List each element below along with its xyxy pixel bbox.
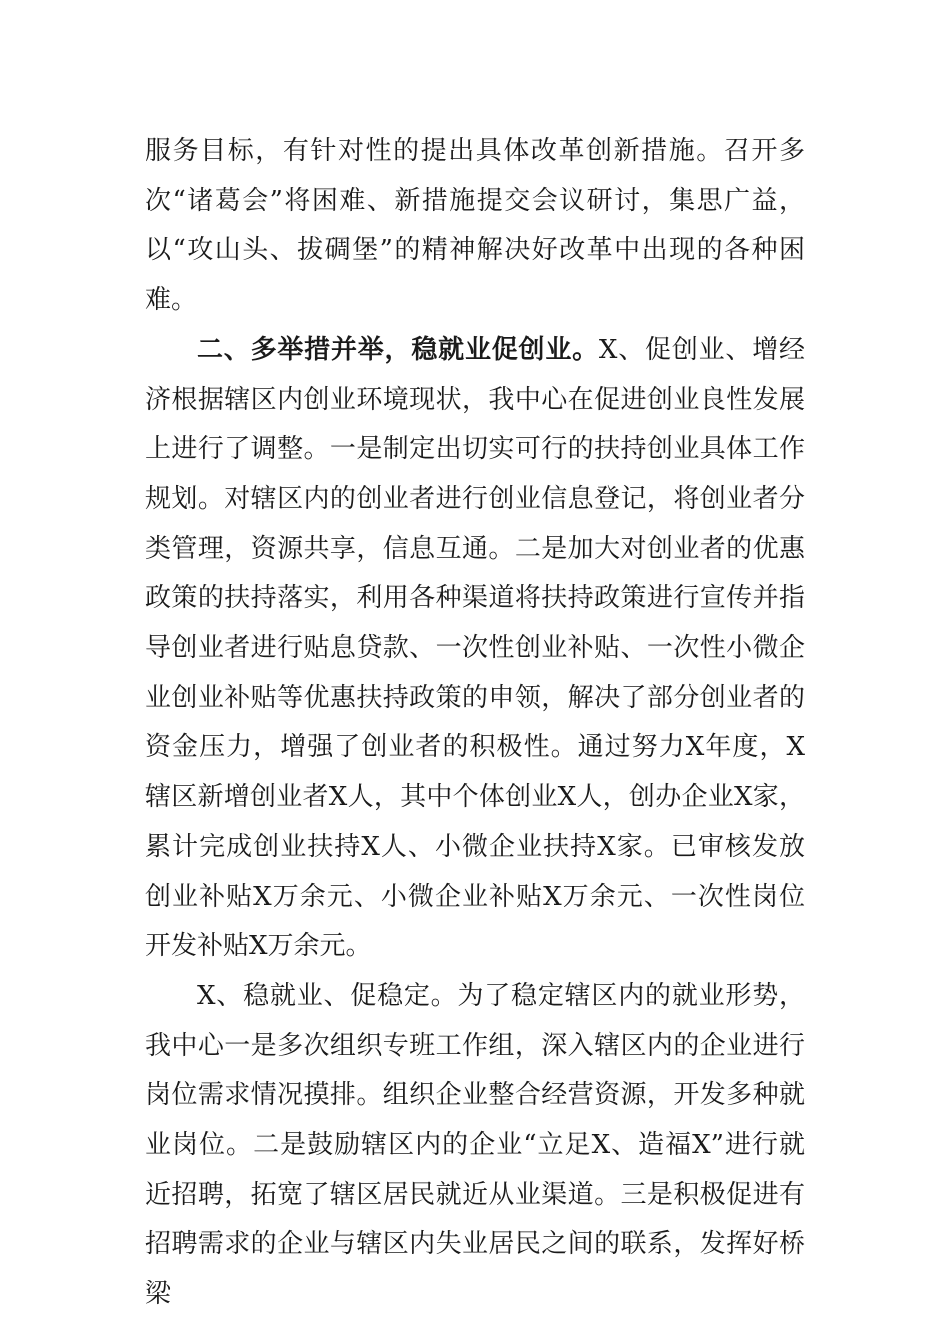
paragraph-text: X、稳就业、促稳定。为了稳定辖区内的就业形势，我中心一是多次组织专班工作组，深入辖区内的企业进行岗位需求情况摸排。组织企业整合经营资源，开发多种就业岗位。二是鼓励辖区内的企业“立足X、造福X”进行就近招聘，拓宽了辖区居民就近从业渠道。三是积极促进有招聘需求的企业与辖区内失业居民之间的联系，发挥好桥梁	[145, 980, 805, 1310]
section-heading: 二、多举措并举，稳就业促创业。	[197, 334, 599, 365]
paragraph-continuation	[145, 127, 805, 326]
paragraph-stabilize-employment	[145, 972, 805, 1320]
paragraph-section-two	[145, 326, 805, 972]
document-page	[145, 127, 805, 1320]
paragraph-text: 服务目标，有针对性的提出具体改革创新措施。召开多次“诸葛会”将困难、新措施提交会议研讨，集思广益，以“攻山头、拔碉堡”的精神解决好改革中出现的各种困难。	[145, 136, 805, 316]
paragraph-text: X、促创业、增经济根据辖区内创业环境现状，我中心在促进创业良性发展上进行了调整。一是制定出切实可行的扶持创业具体工作规划。对辖区内的创业者进行创业信息登记，将创业者分类管理，资源共享，信息互通。二是加大对创业者的优惠政策的扶持落实，利用各种渠道将扶持政策进行宣传并指导创业者进行贴息贷款、一次性创业补贴、一次性小微企业创业补贴等优惠扶持政策的申领，解决了部分创业者的资金压力，增强了创业者的积极性。通过努力X年度，X辖区新增创业者X人，其中个体创业X人，创办企业X家，累计完成创业扶持X人、小微企业扶持X家。已审核发放创业补贴X万余元、小微企业补贴X万余元、一次性岗位开发补贴X万余元。	[145, 334, 805, 962]
